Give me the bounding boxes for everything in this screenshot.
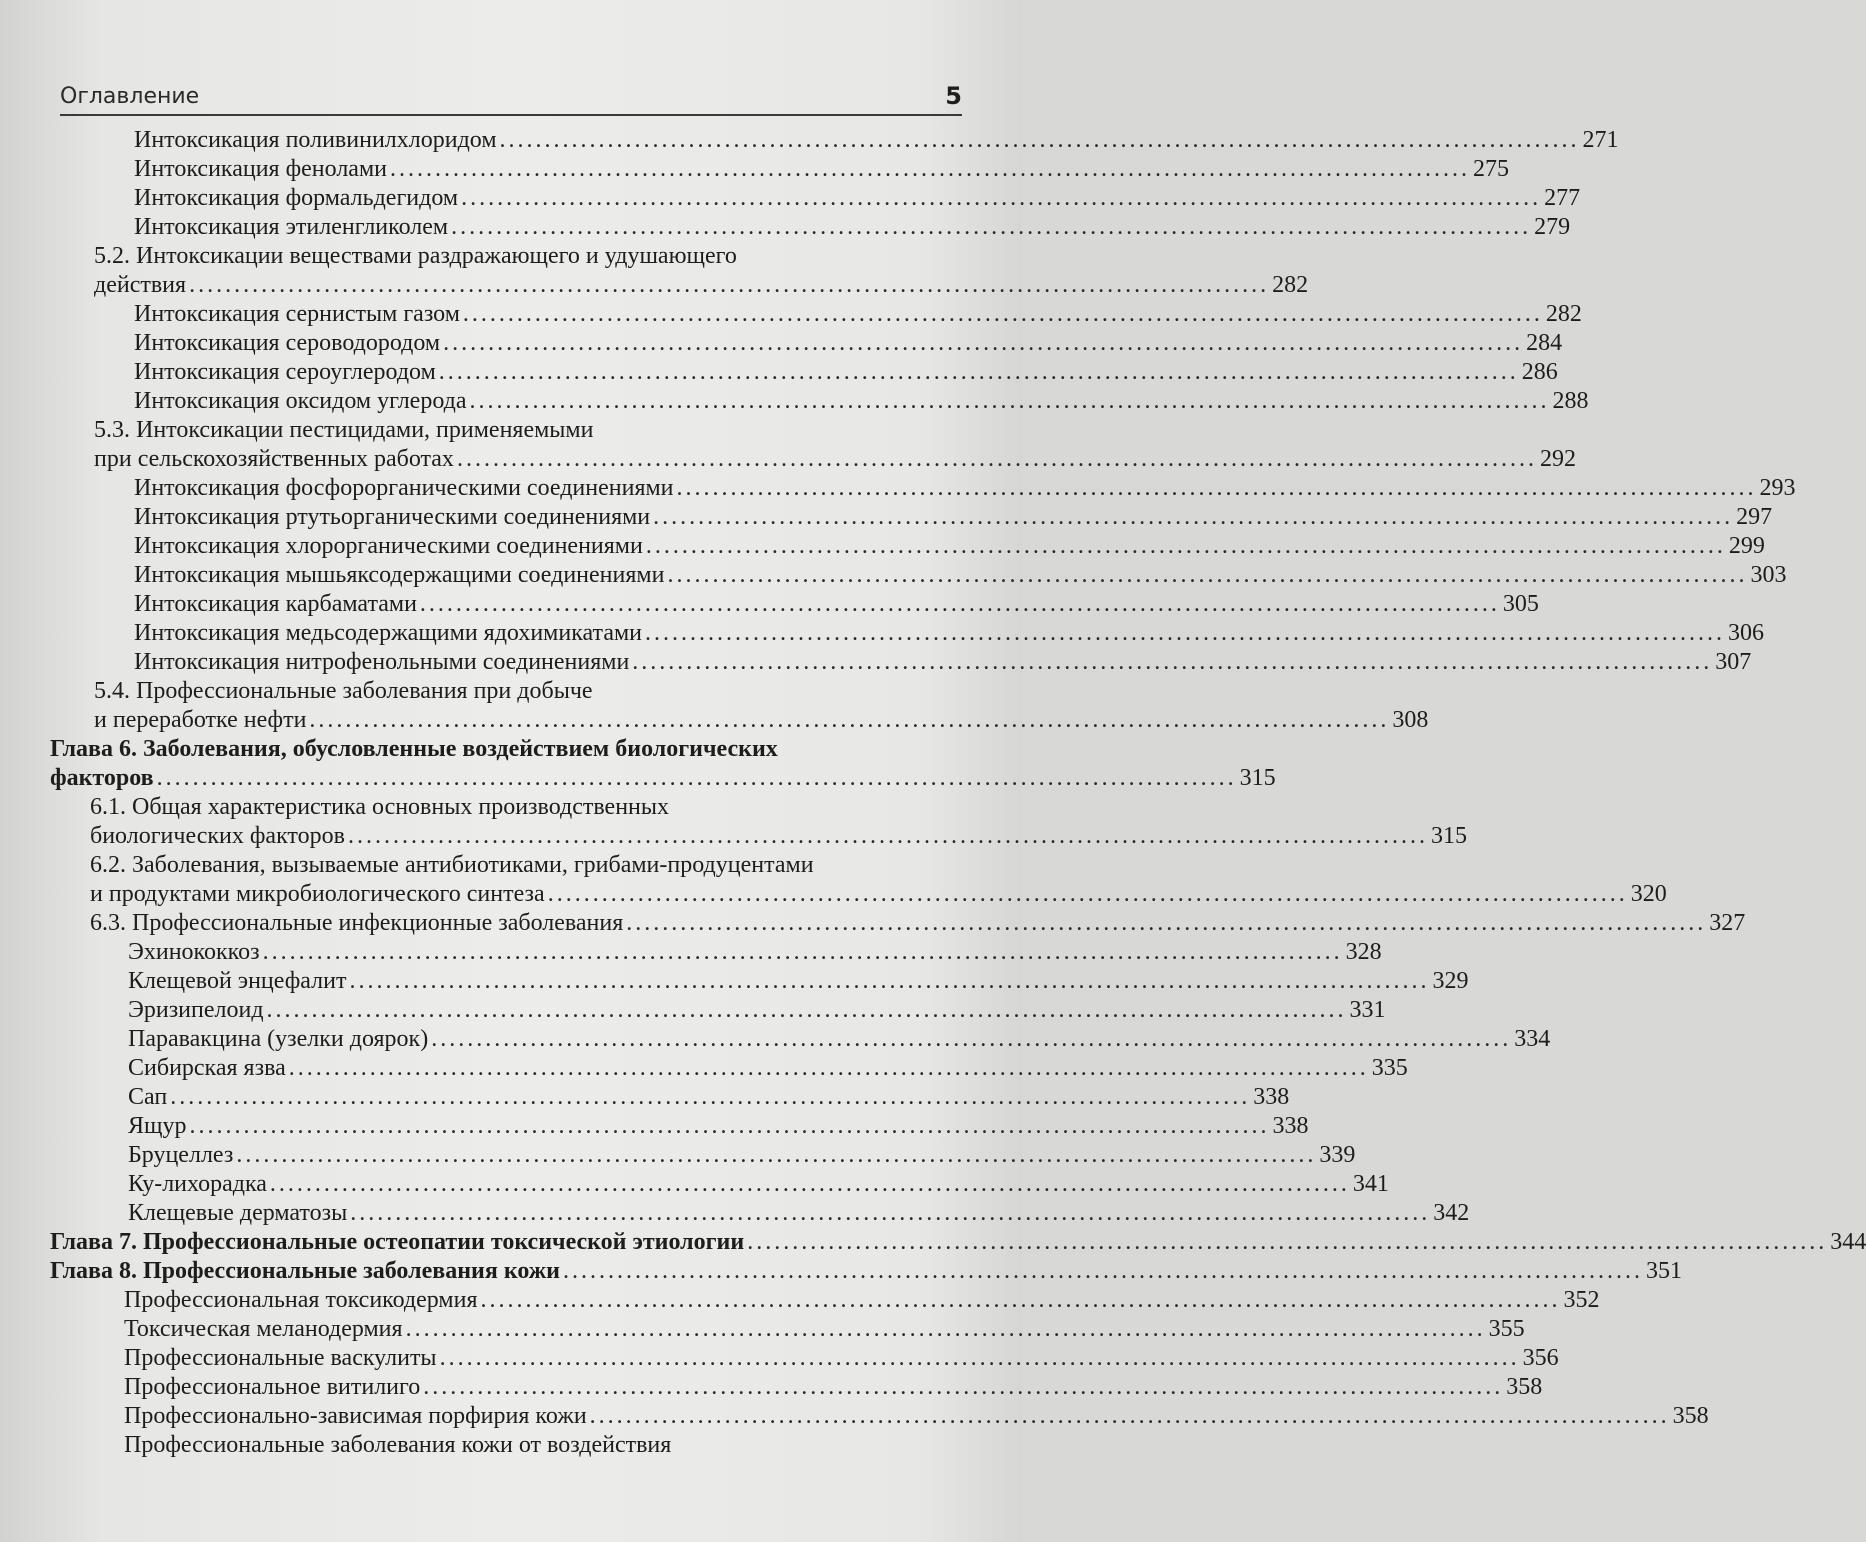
- toc-entry: Интоксикация этиленгликолем ........................................................................................................................ 279: [134, 214, 1571, 240]
- header-page-number: 5: [945, 82, 962, 110]
- toc-entry: Интоксикация поливинилхлоридом ........................................................................................................................ 271: [134, 127, 1619, 153]
- dot-leader: ........................................................................................................................: [349, 968, 1430, 994]
- toc-entry: биологических факторов ........................................................................................................................ 315: [90, 823, 1467, 849]
- dot-leader: ........................................................................................................................: [451, 214, 1532, 240]
- dot-leader: ........................................................................................................................: [443, 330, 1524, 356]
- toc-entry: 6.3. Профессиональные инфекционные заболевания ........................................................................................................................ 327: [90, 910, 1746, 936]
- toc-entry: Токсическая меланодермия ........................................................................................................................ 355: [124, 1316, 1525, 1342]
- dot-leader: ........................................................................................................................: [667, 562, 1748, 588]
- dot-leader: ........................................................................................................................: [547, 881, 1628, 907]
- dot-leader: ........................................................................................................................: [170, 1084, 1251, 1110]
- toc-entry: Интоксикация формальдегидом ........................................................................................................................ 277: [134, 185, 1581, 211]
- dot-leader: ........................................................................................................................: [462, 301, 1543, 327]
- toc-entry: Интоксикация мышьяксодержащими соединениями ........................................................................................................................ 303: [134, 562, 1787, 588]
- toc-chapter-entry: Глава 6. Заболевания, обусловленные воздействием биологических: [50, 736, 778, 762]
- toc-entry: Интоксикация хлорорганическими соединениями ........................................................................................................................ 299: [134, 533, 1765, 559]
- dot-leader: ........................................................................................................................: [423, 1374, 1504, 1400]
- dot-leader: ........................................................................................................................: [389, 156, 1470, 182]
- toc-entry: Профессиональные васкулиты ........................................................................................................................ 356: [124, 1345, 1559, 1371]
- toc-entry: Интоксикация фосфорорганическими соединениями ........................................................................................................................ 293: [134, 475, 1796, 501]
- dot-leader: ........................................................................................................................: [269, 1171, 1350, 1197]
- toc-entry: Интоксикация медьсодержащими ядохимикатами ........................................................................................................................ 306: [134, 620, 1764, 646]
- toc-entry: Интоксикация сероводородом ........................................................................................................................ 284: [134, 330, 1563, 356]
- toc-entry: Интоксикация ртутьорганическими соединениями ........................................................................................................................ 297: [134, 504, 1773, 530]
- dot-leader: ........................................................................................................................: [589, 1403, 1670, 1429]
- dot-leader: ........................................................................................................................: [439, 1345, 1520, 1371]
- dot-leader: ........................................................................................................................: [676, 475, 1757, 501]
- dot-leader: ........................................................................................................................: [632, 649, 1713, 675]
- toc-entry: и переработке нефти ........................................................................................................................ 308: [94, 707, 1429, 733]
- toc-entry: Ку-лихорадка ........................................................................................................................ 341: [128, 1171, 1389, 1197]
- toc-entry: и продуктами микробиологического синтеза ........................................................................................................................ 320: [90, 881, 1667, 907]
- toc-entry: 5.3. Интоксикации пестицидами, применяемыми: [94, 417, 594, 443]
- toc-chapter-entry: Глава 7. Профессиональные остеопатии токсической этиологии ........................................................................................................................ 344: [50, 1229, 1866, 1255]
- toc-entry: Ящур ........................................................................................................................ 338: [128, 1113, 1309, 1139]
- toc-entry: Интоксикация сернистым газом ........................................................................................................................ 282: [134, 301, 1582, 327]
- dot-leader: ........................................................................................................................: [405, 1316, 1486, 1342]
- dot-leader: ........................................................................................................................: [653, 504, 1734, 530]
- dot-leader: ........................................................................................................................: [645, 620, 1725, 646]
- dot-leader: ........................................................................................................................: [347, 823, 1428, 849]
- dot-leader: ........................................................................................................................: [189, 272, 1270, 298]
- toc-entry: Клещевые дерматозы ........................................................................................................................ 342: [128, 1200, 1470, 1226]
- dot-leader: ........................................................................................................................: [456, 446, 1537, 472]
- dot-leader: ........................................................................................................................: [562, 1258, 1643, 1284]
- toc-entry: Бруцеллез ........................................................................................................................ 339: [128, 1142, 1356, 1168]
- dot-leader: ........................................................................................................................: [626, 910, 1707, 936]
- dot-leader: ........................................................................................................................: [461, 185, 1542, 211]
- toc-entry: Интоксикация сероуглеродом ........................................................................................................................ 286: [134, 359, 1558, 385]
- toc-entry: Сап ........................................................................................................................ 338: [128, 1084, 1290, 1110]
- toc-entry: Интоксикация карбаматами ........................................................................................................................ 305: [134, 591, 1539, 617]
- toc-entry: Эхинококкоз ........................................................................................................................ 328: [128, 939, 1382, 965]
- dot-leader: ........................................................................................................................: [499, 127, 1580, 153]
- dot-leader: ........................................................................................................................: [438, 359, 1519, 385]
- toc-entry: Профессиональная токсикодермия ........................................................................................................................ 352: [124, 1287, 1600, 1313]
- dot-leader: ........................................................................................................................: [747, 1229, 1828, 1255]
- toc-entry: Клещевой энцефалит ........................................................................................................................ 329: [128, 968, 1469, 994]
- dot-leader: ........................................................................................................................: [419, 591, 1500, 617]
- dot-leader: ........................................................................................................................: [469, 388, 1550, 414]
- dot-leader: ........................................................................................................................: [645, 533, 1726, 559]
- toc-entry: 6.2. Заболевания, вызываемые антибиотиками, грибами-продуцентами: [90, 852, 814, 878]
- toc-entry: Профессионально-зависимая порфирия кожи ........................................................................................................................ 358: [124, 1403, 1709, 1429]
- dot-leader: ........................................................................................................................: [480, 1287, 1561, 1313]
- dot-leader: ........................................................................................................................: [309, 707, 1390, 733]
- dot-leader: ........................................................................................................................: [189, 1113, 1270, 1139]
- toc-entry: 6.1. Общая характеристика основных производственных: [90, 794, 670, 820]
- toc-entry: действия ........................................................................................................................ 282: [94, 272, 1309, 298]
- toc-entry: Сибирская язва ........................................................................................................................ 335: [128, 1055, 1408, 1081]
- header-title: Оглавление: [60, 84, 200, 109]
- toc-chapter-entry: Глава 8. Профессиональные заболевания кожи ........................................................................................................................ 351: [50, 1258, 1682, 1284]
- dot-leader: ........................................................................................................................: [262, 939, 1343, 965]
- toc-entry: Интоксикация фенолами ........................................................................................................................ 275: [134, 156, 1509, 182]
- dot-leader: ........................................................................................................................: [156, 765, 1237, 791]
- toc-entry: Профессиональное витилиго ........................................................................................................................ 358: [124, 1374, 1543, 1400]
- dot-leader: ........................................................................................................................: [288, 1055, 1369, 1081]
- toc-entry: 5.4. Профессиональные заболевания при добыче: [94, 678, 593, 704]
- toc-entry: Интоксикация нитрофенольными соединениями ........................................................................................................................ 307: [134, 649, 1752, 675]
- toc-entry: Паравакцина (узелки доярок) ........................................................................................................................ 334: [128, 1026, 1551, 1052]
- dot-leader: ........................................................................................................................: [350, 1200, 1431, 1226]
- toc-entry: 5.2. Интоксикации веществами раздражающего и удушающего: [94, 243, 737, 269]
- toc-entry: при сельскохозяйственных работах ........................................................................................................................ 292: [94, 446, 1576, 472]
- toc-entry: Интоксикация оксидом углерода ........................................................................................................................ 288: [134, 388, 1589, 414]
- toc-entry: Профессиональные заболевания кожи от воздействия: [124, 1432, 672, 1458]
- toc-entry: Эризипелоид ........................................................................................................................ 331: [128, 997, 1386, 1023]
- dot-leader: ........................................................................................................................: [266, 997, 1347, 1023]
- toc-chapter-entry: факторов ........................................................................................................................ 315: [50, 765, 1276, 791]
- dot-leader: ........................................................................................................................: [236, 1142, 1317, 1168]
- dot-leader: ........................................................................................................................: [431, 1026, 1512, 1052]
